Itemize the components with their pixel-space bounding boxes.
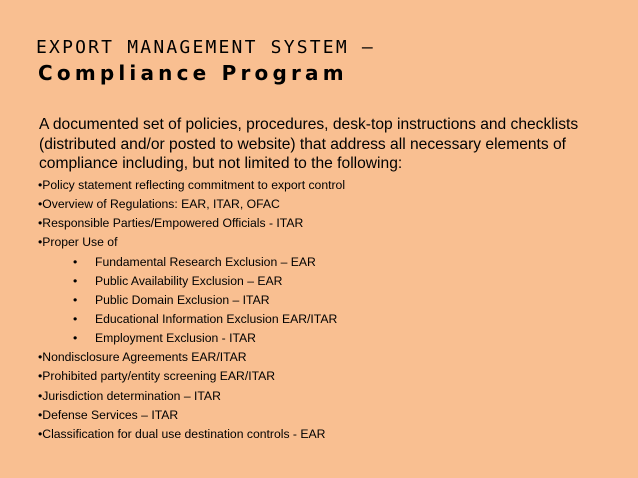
list-item xyxy=(38,425,618,444)
list-item-text: •Prohibited party/entity screening EAR/ITAR xyxy=(38,369,276,384)
bullet-icon: • xyxy=(73,292,78,307)
sub-list-item xyxy=(38,253,618,272)
list-item-text: •Proper Use of xyxy=(38,235,118,250)
bullet-icon: • xyxy=(73,254,78,269)
sub-list-item xyxy=(38,291,618,310)
list-item-text: •Policy statement reflecting commitment to export control xyxy=(38,178,346,192)
list-item xyxy=(38,406,618,425)
slide-title-line-1: EXPORT MANAGEMENT SYSTEM – xyxy=(36,37,375,58)
slide-title-line-2: Compliance Program xyxy=(38,61,348,85)
list-item xyxy=(38,233,618,252)
list-item-text: Educational Information Exclusion EAR/ITAR xyxy=(95,311,338,326)
list-item xyxy=(38,367,618,386)
list-item xyxy=(38,387,618,406)
list-item-text: •Overview of Regulations: EAR, ITAR, OFAC xyxy=(38,197,280,212)
compliance-item-list xyxy=(38,176,618,444)
list-item xyxy=(38,214,618,233)
list-item-text: Fundamental Research Exclusion – EAR xyxy=(95,254,316,269)
list-item-text: Employment Exclusion - ITAR xyxy=(95,331,256,346)
bullet-icon: • xyxy=(73,273,78,288)
list-item xyxy=(38,348,618,367)
sub-list-item xyxy=(38,310,618,329)
list-item-text: •Jurisdiction determination – ITAR xyxy=(38,388,221,403)
sub-list-item xyxy=(38,272,618,291)
list-item xyxy=(38,195,618,214)
list-item xyxy=(38,176,618,195)
sub-list-item xyxy=(38,329,618,348)
list-item-text: Public Availability Exclusion – EAR xyxy=(95,273,283,288)
list-item-text: •Nondisclosure Agreements EAR/ITAR xyxy=(38,350,247,365)
list-item-text: Public Domain Exclusion – ITAR xyxy=(95,292,270,307)
list-item-text: •Classification for dual use destination controls - EAR xyxy=(38,426,326,441)
bullet-icon: • xyxy=(73,331,78,346)
list-item-text: •Responsible Parties/Empowered Officials - ITAR xyxy=(38,216,304,231)
intro-paragraph: A documented set of policies, procedures, desk-top instructions and checklists (distributed and/or posted to website) that address all necessary elements of compliance including, but not limited to the following: xyxy=(39,116,579,173)
bullet-icon: • xyxy=(73,311,78,326)
list-item-text: •Defense Services – ITAR xyxy=(38,407,179,422)
